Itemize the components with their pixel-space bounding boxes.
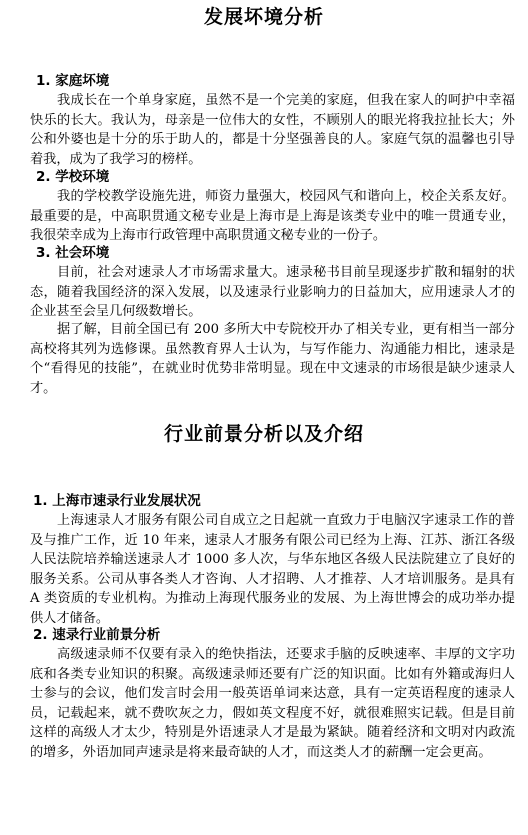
paragraph-industry-prospects: 高级速录师不仅要有录入的绝快指法，还要求手脑的反映速率、丰厚的文字功底和各类专业知识的积聚。高级速录师还要有广泛的知识面。比如有外籍或海归人士参与的会议，他们发言时会用一般英语单词来达意，具有一定英语程度的速录人员，记载起来，就不费吹灰之力，假如英文程度不好，就很难照实记载。但是目前这样的高级人才太少，特别是外语速录人才是最为紧缺。随着经济和文明对内政流的增多，外语加同声速录是将来最奇缺的人才，而这类人才的薪酬一定会更高。 bbox=[30, 647, 515, 760]
paragraph-social-environment-1: 目前，社会对速录人才市场需求量大。速录秘书目前呈现逐步扩散和辐射的状态，随着我国经济的深入发展，以及速录行业影响力的日益加大，应用速录人才的企业甚至会呈几何级数增长。 bbox=[30, 265, 515, 319]
paragraph-family-environment: 我成长在一个单身家庭，虽然不是一个完美的家庭，但我在家人的呵护中幸福快乐的长大。我认为，母亲是一位伟大的女性，不顾别人的眼光将我拉扯长大；外公和外婆也是十分的乐于助人的，都是十分坚强善良的人。家庭气氛的温馨也引导着我，成为了我学习的榜样。 bbox=[30, 93, 515, 167]
paragraph-school-environment: 我的学校教学设施先进，师资力量强大，校园风气和谐向上，校企关系友好。最重要的是，中高职贯通文秘专业是上海市是上海是该类专业中的唯一贯通专业，我很荣幸成为上海市行政管理中高职贯通文秘专业的一份子。 bbox=[30, 189, 515, 243]
section-title-industry-prospects: 行业前景分析以及介绍 bbox=[163, 423, 364, 445]
heading-social-environment: 3. 社会环境 bbox=[36, 245, 110, 261]
heading-family-environment: 1. 家庭坏境 bbox=[36, 73, 110, 89]
heading-industry-prospects: 2. 速录行业前景分析 bbox=[33, 627, 161, 643]
section-title-development-environment: 发展坏境分析 bbox=[203, 6, 324, 28]
heading-shanghai-industry-status: 1. 上海市速录行业发展状况 bbox=[33, 493, 201, 509]
heading-school-environment: 2. 学校环境 bbox=[36, 169, 110, 185]
paragraph-social-environment-2: 据了解，目前全国已有 200 多所大中专院校开办了相关专业，更有相当一部分高校将其列为选修课。虽然教育界人士认为，与写作能力、沟通能力相比，速录是个“看得见的技能”，在就业时优势非常明显。现在中文速录的市场很是缺少速录人才。 bbox=[30, 322, 515, 396]
paragraph-shanghai-industry-status: 上海速录人才服务有限公司自成立之日起就一直致力于电脑汉字速录工作的普及与推广工作，近 10 年来，速录人才服务有限公司已经为上海、江苏、浙江各级人民法院培养输送速录人才 1000 多人次，与华东地区各级人民法院建立了良好的服务关系。公司从事各类人才咨询、人才招聘、人才推荐、人才培训服务。是具有 A 类资质的专业机构。为推动上海现代服务业的发展、为上海世博会的成功举办提供人才储备。 bbox=[30, 513, 515, 626]
